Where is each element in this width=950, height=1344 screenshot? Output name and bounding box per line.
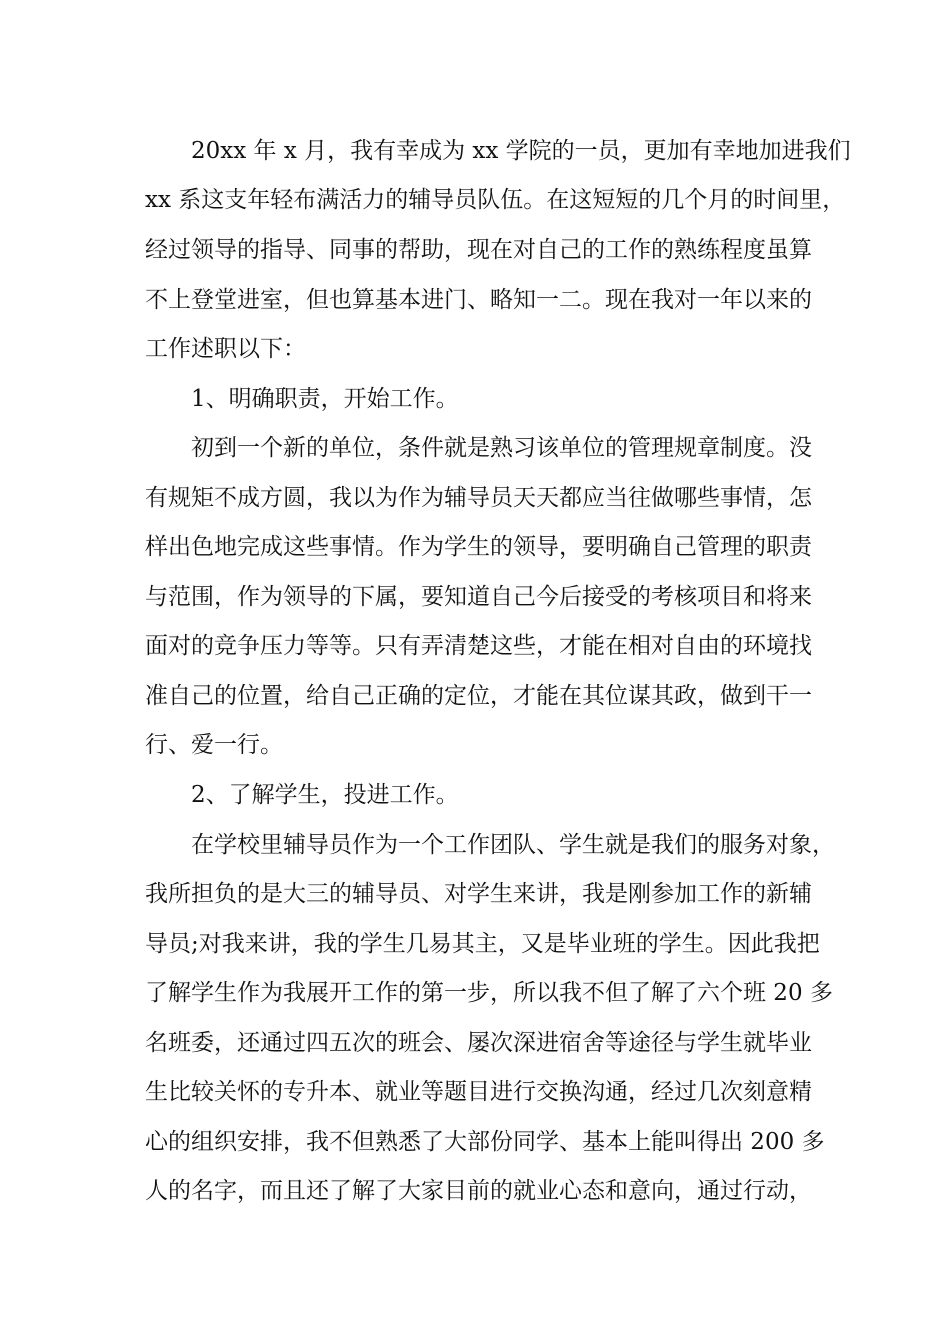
text-line (0, 821, 950, 870)
text-line (0, 176, 950, 225)
text-line (0, 969, 950, 1018)
line-text: 与范围，作为领导的下属，要知道自己今后接受的考核项目和将来 (145, 584, 812, 610)
heading-text: 2、了解学生，投进工作。 (191, 782, 459, 808)
line-text: 我所担负的是大三的辅导员、对学生来讲，我是刚参加工作的新辅 (145, 881, 812, 907)
line-text: 工作述职以下： (145, 336, 306, 362)
line-text: 了解学生作为我展开工作的第一步，所以我不但了解了六个班 20 多 (145, 980, 833, 1006)
text-line (0, 1167, 950, 1216)
text-line (0, 870, 950, 919)
line-text: 20xx 年 x 月，我有幸成为 xx 学院的一员，更加有幸地加进我们 (191, 138, 851, 164)
line-text: xx 系这支年轻布满活力的辅导员队伍。在这短短的几个月的时间里， (145, 187, 846, 213)
text-line (0, 127, 950, 176)
line-text: 生比较关怀的专升本、就业等题目进行交换沟通，经过几次刻意精 (145, 1079, 812, 1105)
text-line (0, 226, 950, 275)
line-text: 样出色地完成这些事情。作为学生的领导，要明确自己管理的职责 (145, 534, 812, 560)
text-line (0, 424, 950, 473)
text-line (0, 622, 950, 671)
text-line (0, 523, 950, 572)
text-line (0, 1118, 950, 1167)
line-text: 在学校里辅导员作为一个工作团队、学生就是我们的服务对象， (191, 832, 835, 858)
line-text: 有规矩不成方圆，我以为作为辅导员天天都应当往做哪些事情，怎 (145, 485, 812, 511)
line-text: 名班委，还通过四五次的班会、屡次深进宿舍等途径与学生就毕业 (145, 1030, 812, 1056)
heading-text: 1、明确职责，开始工作。 (191, 386, 459, 412)
line-text: 面对的竞争压力等等。只有弄清楚这些，才能在相对自由的环境找 (145, 633, 812, 659)
line-text: 不上登堂进室，但也算基本进门、略知一二。现在我对一年以来的 (145, 287, 812, 313)
text-line (0, 1068, 950, 1117)
line-text: 经过领导的指导、同事的帮助，现在对自己的工作的熟练程度虽算 (145, 237, 812, 263)
line-text: 导员;对我来讲，我的学生几易其主，又是毕业班的学生。因此我把 (145, 931, 820, 957)
text-line (0, 573, 950, 622)
text-line (0, 721, 950, 770)
section-heading (0, 375, 950, 424)
line-text: 人的名字，而且还了解了大家目前的就业心态和意向，通过行动， (145, 1178, 812, 1204)
section-heading (0, 771, 950, 820)
text-line (0, 325, 950, 374)
text-line (0, 474, 950, 523)
text-line (0, 920, 950, 969)
line-text: 行、爱一行。 (145, 732, 283, 758)
text-line (0, 1019, 950, 1068)
text-line (0, 276, 950, 325)
line-text: 准自己的位置，给自己正确的定位，才能在其位谋其政，做到干一 (145, 683, 812, 709)
line-text: 心的组织安排，我不但熟悉了大部份同学、基本上能叫得出 200 多 (145, 1129, 825, 1155)
line-text: 初到一个新的单位，条件就是熟习该单位的管理规章制度。没 (191, 435, 812, 461)
text-line (0, 672, 950, 721)
